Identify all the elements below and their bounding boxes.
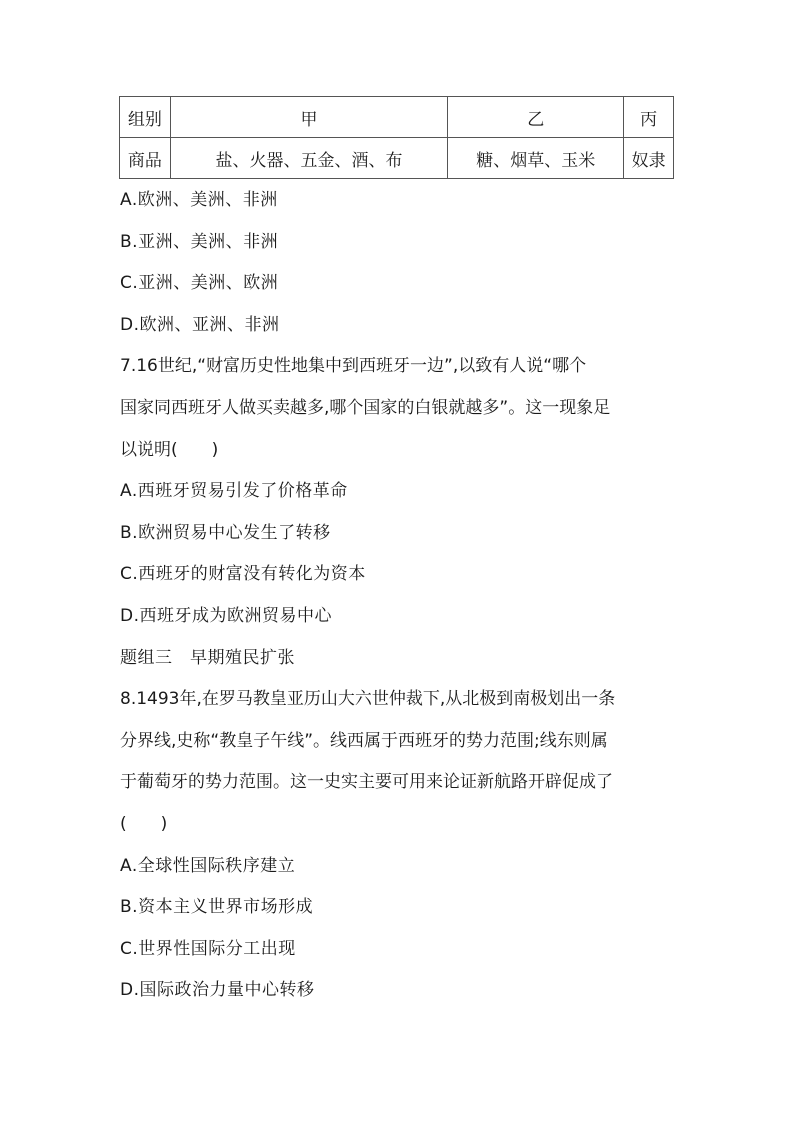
q8-option-a: A.全球性国际秩序建立 [120, 855, 296, 876]
table-cell: 甲 [170, 97, 447, 138]
q6-option-c: C.亚洲、美洲、欧洲 [120, 273, 279, 294]
q8-stem-line: 8.1493年,在罗马教皇亚历山大六世仲裁下,从北极到南极划出一条 [120, 689, 616, 710]
q8-stem-line: 分界线,史称“教皇子午线”。线西属于西班牙的势力范围;线东则属 [120, 730, 608, 751]
q6-option-d: D.欧洲、亚洲、非洲 [120, 314, 280, 335]
table-cell: 糖、烟草、玉米 [448, 138, 624, 179]
table-cell: 乙 [448, 97, 624, 138]
table-cell: 商品 [120, 138, 171, 179]
table-cell: 盐、火器、五金、酒、布 [170, 138, 447, 179]
q7-option-b: B.欧洲贸易中心发生了转移 [120, 522, 331, 543]
q7-stem-line: 国家同西班牙人做买卖越多,哪个国家的白银就越多”。这一现象足 [120, 397, 611, 418]
q7-option-d: D.西班牙成为欧洲贸易中心 [120, 605, 332, 626]
table-cell: 丙 [624, 97, 674, 138]
q7-option-a: A.西班牙贸易引发了价格革命 [120, 481, 348, 502]
goods-table [119, 96, 674, 179]
q6-option-a: A.欧洲、美洲、非洲 [120, 190, 278, 210]
q8-stem-line: 于葡萄牙的势力范围。这一史实主要可用来论证新航路开辟促成了 [120, 772, 613, 793]
q7-option-c: C.西班牙的财富没有转化为资本 [120, 564, 366, 585]
q8-stem-line: ( ) [120, 813, 168, 834]
q6-option-b: B.亚洲、美洲、非洲 [120, 231, 279, 252]
q7-stem-line: 以说明( ) [120, 439, 219, 460]
q8-option-c: C.世界性国际分工出现 [120, 938, 296, 959]
q7-stem-line: 7.16世纪,“财富历史性地集中到西班牙一边”,以致有人说“哪个 [120, 356, 587, 377]
q8-option-b: B.资本主义世界市场形成 [120, 897, 314, 918]
question-content [120, 180, 680, 1012]
q8-option-d: D.国际政治力量中心转移 [120, 980, 315, 1001]
section-title: 题组三 早期殖民扩张 [120, 647, 295, 668]
table-cell: 组别 [120, 97, 171, 138]
table-row [120, 138, 674, 179]
table-header-row [120, 97, 674, 138]
table-cell: 奴隶 [624, 138, 674, 179]
